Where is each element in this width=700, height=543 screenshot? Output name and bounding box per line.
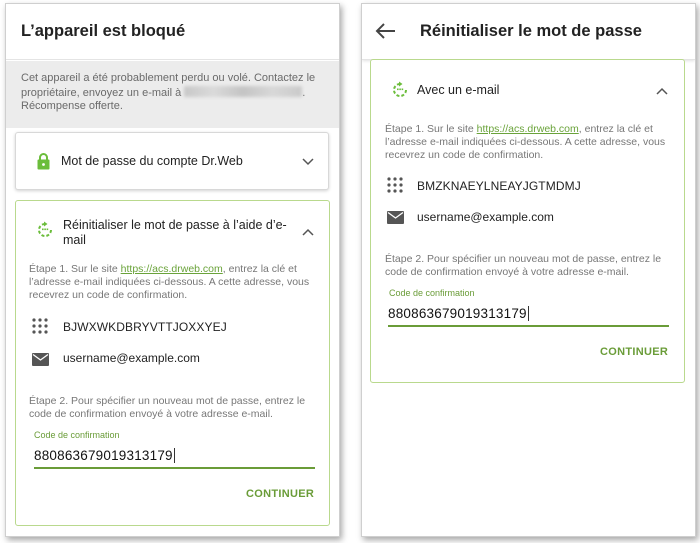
password-card-label: Mot de passe du compte Dr.Web (61, 154, 243, 168)
step2-text: Étape 2. Pour spécifier un nouveau mot de passe, entrez le code de confirmation envoyé à votre adresse e-mail. (29, 395, 306, 420)
chevron-up-icon[interactable] (302, 228, 314, 236)
step1-text (29, 263, 319, 302)
left-screen (5, 3, 340, 537)
step1-before: Étape 1. Sur le site (29, 263, 118, 275)
acs-link[interactable]: https://acs.drweb.com (476, 123, 579, 135)
card-title: Avec un e-mail (417, 83, 500, 97)
email-icon (32, 353, 49, 366)
notice-text-after: Récompense offerte. (21, 100, 123, 112)
step1-text (385, 123, 675, 162)
notice-text: Cet appareil a été probablement perdu ou volé. Contactez le propriétaire, envoyez un e-mail à . Récompense offerte. (21, 72, 316, 112)
confirmation-code-value: 880863679019313179 (34, 448, 173, 463)
lost-device-notice (6, 61, 339, 128)
text-caret (528, 306, 529, 321)
device-key: BJWXWKDBRYVTTJOXXYEJ (63, 320, 227, 334)
reset-refresh-icon (391, 81, 409, 99)
confirmation-code-label: Code de confirmation (389, 288, 475, 298)
keypad-icon (32, 318, 48, 334)
keypad-icon (387, 177, 403, 193)
notice-text-before: Cet appareil a été probablement perdu ou volé. Contactez le propriétaire, envoyez un e-mail à (21, 72, 316, 99)
chevron-down-icon[interactable] (302, 158, 314, 166)
chevron-up-icon[interactable] (656, 87, 668, 95)
app-header (6, 4, 339, 60)
confirmation-code-label: Code de confirmation (34, 430, 120, 440)
email-address: username@example.com (417, 210, 554, 224)
blurred-email (184, 86, 302, 97)
password-card[interactable] (15, 132, 329, 190)
confirmation-code-value: 880863679019313179 (388, 306, 527, 321)
page-title: L’appareil est bloqué (21, 22, 186, 40)
confirmation-code-input[interactable] (388, 306, 529, 321)
right-screen (361, 3, 696, 537)
email-address: username@example.com (63, 351, 200, 365)
device-key: BMZKNAEYLNEAYJGTMDMJ (417, 179, 581, 193)
back-arrow-icon[interactable] (374, 21, 396, 41)
step2-text: Étape 2. Pour spécifier un nouveau mot de passe, entrez le code de confirmation envoyé à votre adresse e-mail. (385, 253, 662, 278)
step1-after: , entrez la clé et l’adresse e-mail indiquées ci-dessous. A cette adresse, vous recevrez un code de confirmation. (29, 263, 310, 301)
page-title: Réinitialiser le mot de passe (420, 22, 642, 40)
input-underline (388, 325, 669, 327)
continue-button[interactable]: CONTINUER (600, 346, 669, 358)
input-underline (34, 467, 315, 469)
step1-before: Étape 1. Sur le site (385, 123, 474, 135)
email-reset-card (370, 59, 685, 383)
lock-icon (37, 152, 50, 170)
acs-link[interactable]: https://acs.drweb.com (120, 263, 223, 275)
reset-refresh-icon (36, 221, 54, 239)
reset-card-title: Réinitialiser le mot de passe à l’aide d’e-mail (63, 218, 287, 247)
reset-email-card (15, 200, 330, 526)
text-caret (174, 448, 175, 463)
confirmation-code-input[interactable] (34, 448, 175, 463)
email-icon (387, 211, 404, 224)
app-header (362, 4, 695, 60)
step1-after: , entrez la clé et l’adresse e-mail indiquées ci-dessous. A cette adresse, vous recevrez un code de confirmation. (385, 123, 666, 161)
continue-button[interactable]: CONTINUER (246, 488, 315, 500)
